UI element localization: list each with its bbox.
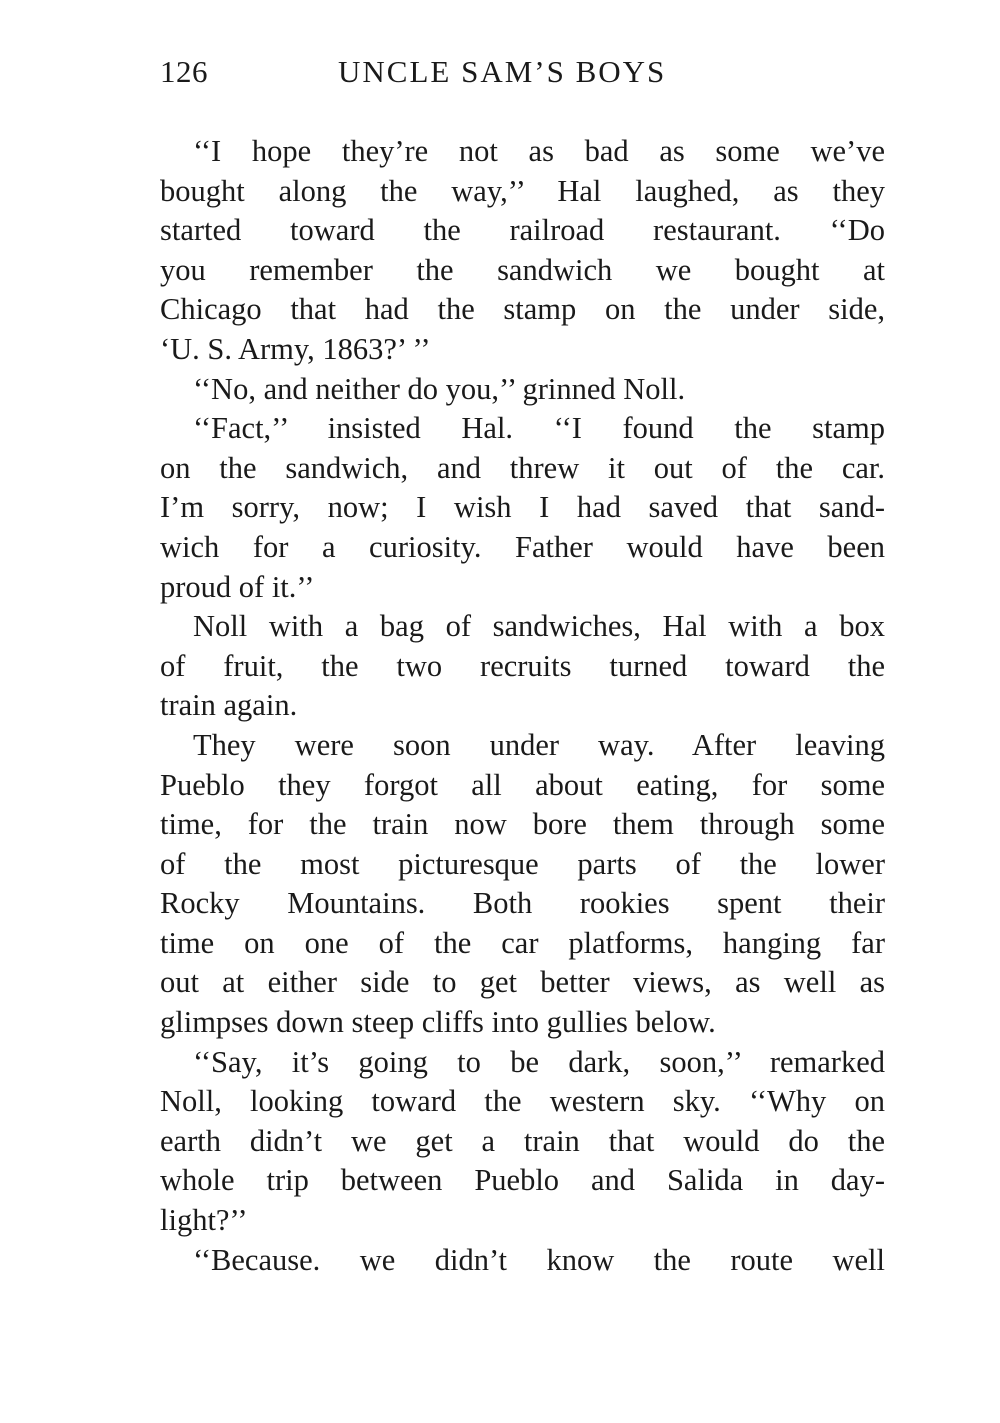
running-title: UNCLE SAM’S BOYS xyxy=(338,54,667,89)
text-line: Rocky Mountains. Both rookies spent their xyxy=(160,886,885,921)
text-line: light?’’ xyxy=(160,1203,248,1238)
page-number: 126 xyxy=(160,54,208,89)
text-line: on the sandwich, and threw it out of the car. xyxy=(160,450,885,485)
text-line: whole trip between Pueblo and Salida in day- xyxy=(160,1163,885,1198)
text-line: train again. xyxy=(160,688,298,723)
text-line: proud of it.’’ xyxy=(160,569,315,604)
text-line: you remember the sandwich we bought at xyxy=(160,252,885,287)
text-line: ‘‘Say, it’s going to be dark, soon,’’ remarked xyxy=(193,1044,885,1079)
text-line: Noll, looking toward the western sky. ‘‘Why on xyxy=(160,1084,885,1119)
text-line: of fruit, the two recruits turned toward the xyxy=(160,648,885,683)
text-line: ‘‘Fact,’’ insisted Hal. ‘‘I found the stamp xyxy=(193,411,885,446)
text-line: wich for a curiosity. Father would have been xyxy=(160,529,885,564)
text-line: earth didn’t we get a train that would do the xyxy=(160,1123,885,1158)
text-line: They were soon under way. After leaving xyxy=(193,727,885,762)
running-head xyxy=(160,52,885,92)
text-line: Pueblo they forgot all about eating, for some xyxy=(160,767,885,802)
text-line: started toward the railroad restaurant. ‘‘Do xyxy=(160,213,885,248)
text-line: ‘‘No, and neither do you,’’ grinned Noll. xyxy=(193,371,686,406)
text-line: out at either side to get better views, as well as xyxy=(160,965,885,1000)
text-line: time, for the train now bore them through some xyxy=(160,807,885,842)
text-line: glimpses down steep cliffs into gullies below. xyxy=(160,1005,716,1040)
text-line: ‘‘I hope they’re not as bad as some we’ve xyxy=(193,134,885,168)
text-line: time on one of the car platforms, hanging far xyxy=(160,925,885,960)
text-line: I’m sorry, now; I wish I had saved that sand- xyxy=(160,490,885,525)
text-line: ‘‘Because. we didn’t know the route well xyxy=(193,1242,885,1277)
body-text xyxy=(160,132,885,1280)
text-line: bought along the way,’’ Hal laughed, as they xyxy=(160,173,885,208)
text-line: ‘U. S. Army, 1863?’ ’’ xyxy=(160,331,431,366)
text-line: of the most picturesque parts of the lower xyxy=(160,846,885,881)
text-line: Noll with a bag of sandwiches, Hal with a box xyxy=(193,609,885,644)
text-line: Chicago that had the stamp on the under side, xyxy=(160,292,885,327)
